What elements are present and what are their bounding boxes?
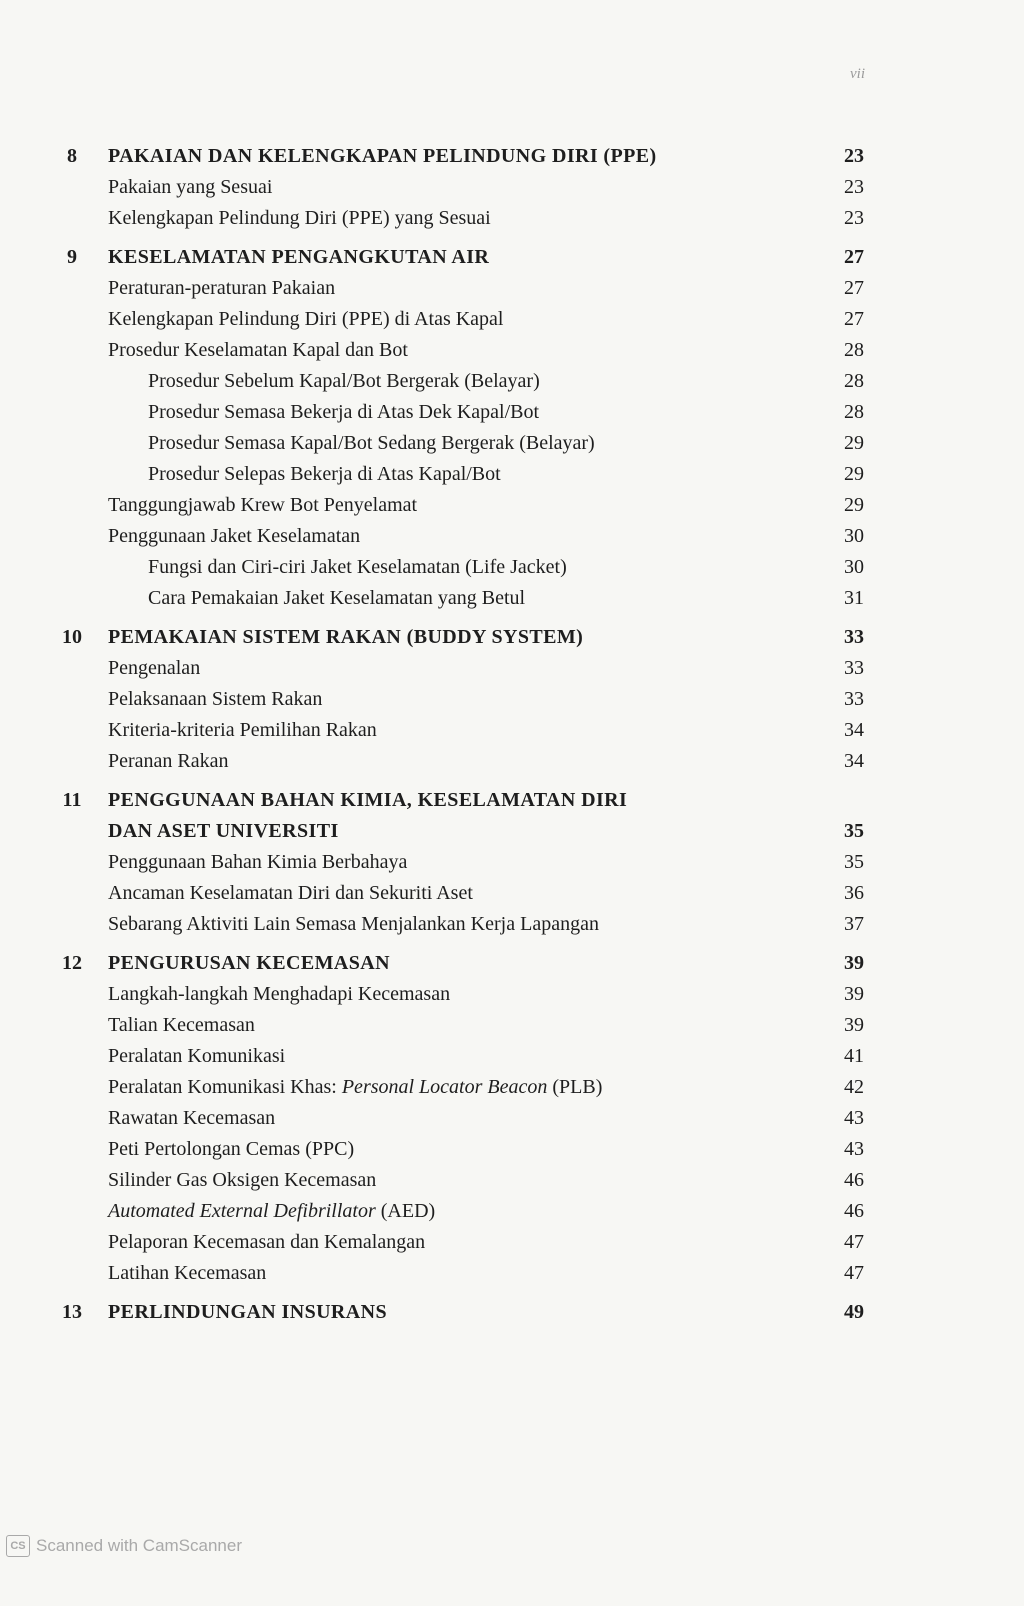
chapter-heading-row: [0, 242, 1024, 273]
section-row: [0, 909, 1024, 940]
camscanner-watermark: [6, 1534, 242, 1558]
section-row: [0, 653, 1024, 684]
section-row: [0, 746, 1024, 777]
section-title: [108, 1072, 602, 1103]
chapter-title: PENGURUSAN KECEMASAN: [108, 952, 390, 974]
entry-page-number: 30: [844, 525, 864, 547]
chapter-number: 8: [67, 145, 77, 167]
subsection-title: Fungsi dan Ciri-ciri Jaket Keselamatan (Life Jacket): [148, 556, 567, 578]
section-row: [0, 979, 1024, 1010]
section-title: Ancaman Keselamatan Diri dan Sekuriti Aset: [108, 882, 473, 904]
section-title: Peraturan-peraturan Pakaian: [108, 277, 336, 299]
entry-page-number: 42: [844, 1076, 864, 1098]
entry-page-number: 28: [844, 339, 864, 361]
section-row: [0, 1041, 1024, 1072]
title-text: (PLB): [547, 1076, 603, 1098]
section-row: [0, 273, 1024, 304]
entry-page-number: 31: [844, 587, 864, 609]
section-row: [0, 335, 1024, 366]
entry-page-number: 35: [844, 851, 864, 873]
entry-page-number: 30: [844, 556, 864, 578]
italic-term: Automated External Defibrillator: [108, 1200, 376, 1222]
table-of-contents: [0, 141, 1024, 1336]
section-row: [0, 304, 1024, 335]
subsection-title: Prosedur Selepas Bekerja di Atas Kapal/Bot: [148, 463, 501, 485]
chapter-title: PAKAIAN DAN KELENGKAPAN PELINDUNG DIRI (PPE): [108, 145, 657, 167]
chapter-number: 9: [67, 246, 77, 268]
italic-term: Personal Locator Beacon: [341, 1076, 548, 1098]
watermark-text: Scanned with CamScanner: [36, 1536, 243, 1555]
entry-page-number: 34: [844, 719, 864, 741]
subsection-title: Prosedur Semasa Kapal/Bot Sedang Bergerak (Belayar): [148, 432, 595, 454]
chapter-page-number: 35: [844, 820, 864, 842]
subsection-title: Prosedur Semasa Bekerja di Atas Dek Kapal/Bot: [148, 401, 540, 423]
section-row: [0, 490, 1024, 521]
chapter-block: [0, 785, 1024, 940]
section-title: Rawatan Kecemasan: [108, 1107, 276, 1129]
chapter-block: [0, 141, 1024, 234]
section-title: Pelaksanaan Sistem Rakan: [108, 688, 323, 710]
section-title: [108, 1196, 435, 1227]
entry-page-number: 23: [844, 176, 864, 198]
section-title: Tanggungjawab Krew Bot Penyelamat: [108, 494, 418, 516]
chapter-block: [0, 622, 1024, 777]
chapter-title: PERLINDUNGAN INSURANS: [108, 1301, 387, 1323]
section-title: Pelaporan Kecemasan dan Kemalangan: [108, 1231, 426, 1253]
entry-page-number: 37: [844, 913, 864, 935]
entry-page-number: 28: [844, 370, 864, 392]
subsection-title: Prosedur Sebelum Kapal/Bot Bergerak (Belayar): [148, 370, 540, 392]
chapter-heading-row: [0, 622, 1024, 653]
entry-page-number: 41: [844, 1045, 864, 1067]
section-row: [0, 1165, 1024, 1196]
section-title: Peti Pertolongan Cemas (PPC): [108, 1138, 355, 1160]
entry-page-number: 28: [844, 401, 864, 423]
entry-page-number: 46: [844, 1200, 864, 1222]
entry-page-number: 34: [844, 750, 864, 772]
section-row: [0, 1196, 1024, 1227]
section-row: [0, 1103, 1024, 1134]
chapter-number: 12: [62, 952, 82, 974]
section-title: Penggunaan Bahan Kimia Berbahaya: [108, 851, 408, 873]
section-title: Pengenalan: [108, 657, 201, 679]
section-row: [0, 1010, 1024, 1041]
entry-page-number: 43: [844, 1107, 864, 1129]
chapter-heading-row: [0, 948, 1024, 979]
section-title: Penggunaan Jaket Keselamatan: [108, 525, 361, 547]
chapter-heading-row: [0, 816, 1024, 847]
section-title: Kelengkapan Pelindung Diri (PPE) yang Sesuai: [108, 207, 491, 229]
chapter-title: PEMAKAIAN SISTEM RAKAN (BUDDY SYSTEM): [108, 626, 584, 648]
entry-page-number: 43: [844, 1138, 864, 1160]
section-title: Prosedur Keselamatan Kapal dan Bot: [108, 339, 408, 361]
title-text: (AED): [375, 1200, 436, 1222]
entry-page-number: 27: [844, 277, 864, 299]
camscanner-logo-icon: CS: [6, 1535, 30, 1557]
chapter-title-continued: DAN ASET UNIVERSITI: [108, 820, 339, 842]
chapter-heading-row: [0, 141, 1024, 172]
entry-page-number: 29: [844, 494, 864, 516]
section-row: [0, 521, 1024, 552]
chapter-page-number: 33: [844, 626, 864, 648]
section-row: [0, 878, 1024, 909]
section-title: Talian Kecemasan: [108, 1014, 255, 1036]
subsection-title: Cara Pemakaian Jaket Keselamatan yang Betul: [148, 587, 526, 609]
section-title: Langkah-langkah Menghadapi Kecemasan: [108, 983, 451, 1005]
entry-page-number: 47: [844, 1262, 864, 1284]
entry-page-number: 29: [844, 463, 864, 485]
chapter-number: 13: [62, 1301, 82, 1323]
entry-page-number: 29: [844, 432, 864, 454]
subsection-row: [0, 366, 1024, 397]
entry-page-number: 47: [844, 1231, 864, 1253]
chapter-number: 10: [62, 626, 82, 648]
subsection-row: [0, 397, 1024, 428]
subsection-row: [0, 428, 1024, 459]
entry-page-number: 46: [844, 1169, 864, 1191]
chapter-title: PENGGUNAAN BAHAN KIMIA, KESELAMATAN DIRI: [108, 789, 628, 811]
chapter-page-number: 49: [844, 1301, 864, 1323]
chapter-block: [0, 948, 1024, 1289]
section-title: Kriteria-kriteria Pemilihan Rakan: [108, 719, 377, 741]
section-title: Silinder Gas Oksigen Kecemasan: [108, 1169, 377, 1191]
entry-page-number: 39: [844, 1014, 864, 1036]
section-title: Peralatan Komunikasi: [108, 1045, 286, 1067]
section-row: [0, 684, 1024, 715]
chapter-block: [0, 1297, 1024, 1328]
subsection-row: [0, 552, 1024, 583]
section-row: [0, 1227, 1024, 1258]
section-title: Sebarang Aktiviti Lain Semasa Menjalankan Kerja Lapangan: [108, 913, 599, 935]
chapter-heading-row: [0, 785, 1024, 816]
subsection-row: [0, 459, 1024, 490]
entry-page-number: 23: [844, 207, 864, 229]
entry-page-number: 33: [844, 657, 864, 679]
section-row: [0, 847, 1024, 878]
entry-page-number: 27: [844, 308, 864, 330]
section-row: [0, 203, 1024, 234]
entry-page-number: 39: [844, 983, 864, 1005]
section-row: [0, 1258, 1024, 1289]
page-number: vii: [850, 66, 865, 82]
section-row: [0, 715, 1024, 746]
chapter-heading-row: [0, 1297, 1024, 1328]
section-row: [0, 1072, 1024, 1103]
chapter-block: [0, 242, 1024, 614]
section-title: Latihan Kecemasan: [108, 1262, 267, 1284]
chapter-page-number: 39: [844, 952, 864, 974]
section-row: [0, 1134, 1024, 1165]
subsection-row: [0, 583, 1024, 614]
section-title: Peranan Rakan: [108, 750, 229, 772]
section-row: [0, 172, 1024, 203]
entry-page-number: 33: [844, 688, 864, 710]
chapter-title: KESELAMATAN PENGANGKUTAN AIR: [108, 246, 490, 268]
chapter-page-number: 23: [844, 145, 864, 167]
section-title: Pakaian yang Sesuai: [108, 176, 273, 198]
chapter-number: 11: [62, 789, 82, 811]
title-text: Peralatan Komunikasi Khas:: [108, 1076, 342, 1098]
entry-page-number: 36: [844, 882, 864, 904]
chapter-page-number: 27: [844, 246, 864, 268]
section-title: Kelengkapan Pelindung Diri (PPE) di Atas Kapal: [108, 308, 504, 330]
